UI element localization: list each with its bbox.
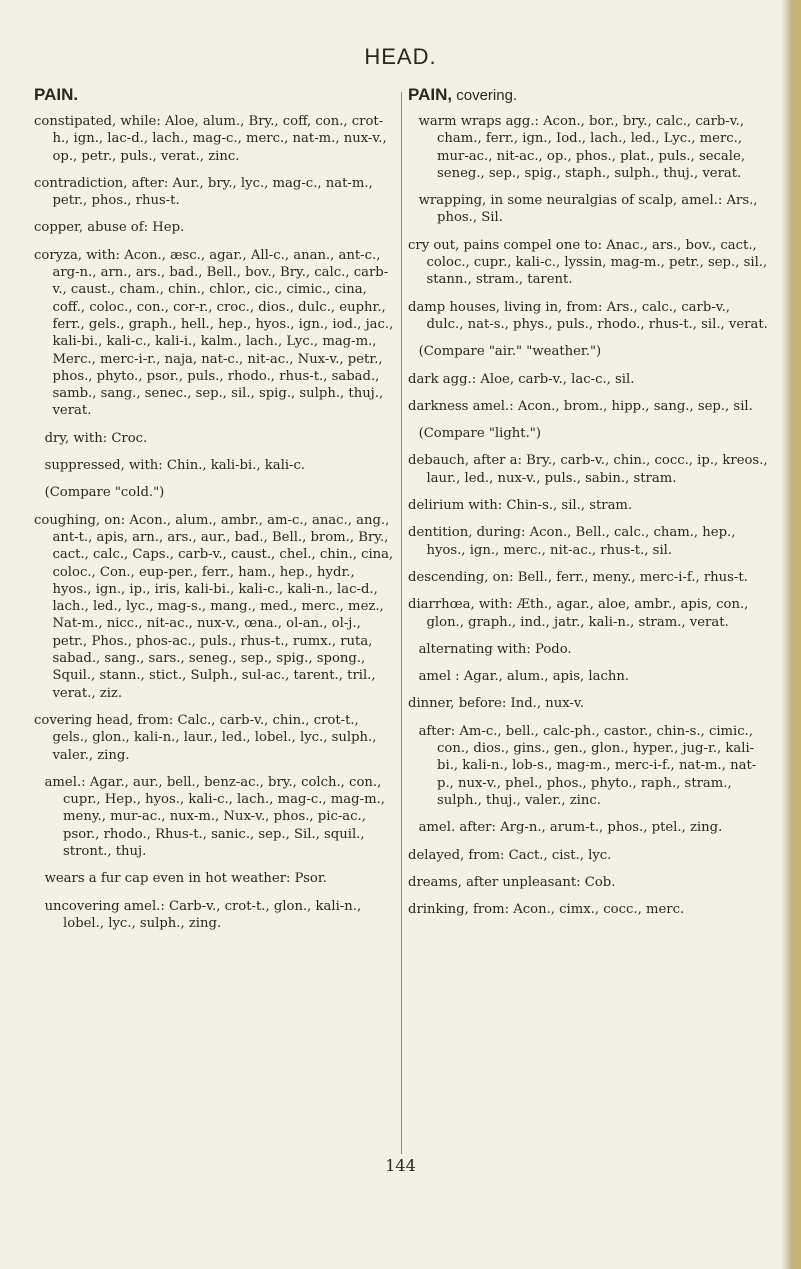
entry-wrapping: wrapping, in some neuralgias of scalp, amel.: Ars., phos., Sil. [418, 193, 758, 226]
page-header: HEAD. [364, 44, 437, 69]
entry-covering-head: covering head, from: Calc., carb-v., chin., crot-t., gels., glon., kali-n., laur., led., lobel., lyc., sulph., valer., zing. [34, 712, 377, 763]
entry-coughing: coughing, on: Acon., alum., ambr., am-c., anac., ang., ant-t., apis, arn., ars., aur., bad., Bell., brom., Bry., cact., calc., Caps., carb-v., caust., chel., chin., cina, coloc., Con., eup-per., ferr., ham., hep., hydr., hyos., ign., ip., iris, kali-bi., kali-c., kali-n., lac-d., lach., led., lyc., mag-s., mang., med., merc., mez., Nat-m., nicc., nit-ac., nux-v., œna., ol-an., ol-j., petr., Phos., phos-ac., puls., rhus-t., rumx., ruta, sabad., sang., sars., seneg., sep., spig., spong., Squil., stann., stict., Sulph., sul-ac., tarent., tril., verat., ziz. [34, 512, 394, 701]
entry-dentition: dentition, during: Acon., Bell., calc., cham., hep., hyos., ign., merc., nit-ac., rhus-t., sil. [408, 525, 736, 558]
entry-warm-wraps: warm wraps agg.: Acon., bor., bry., calc., carb-v., cham., ferr., ign., Iod., lach., led., Lyc., merc., mur-ac., nit-ac., op., phos., plat., puls., secale, seneg., sep., spig., staph., sulph., thuj., verat. [418, 114, 746, 181]
entry-descending: descending, on: Bell., ferr., meny., merc-i-f., rhus-t. [408, 569, 748, 585]
entry-delayed: delayed, from: Cact., cist., lyc. [408, 847, 612, 863]
left-column [34, 84, 396, 942]
entry-cry-out: cry out, pains compel one to: Anac., ars., bov., cact., coloc., cupr., kali-c., lyssin, mag-m., petr., sep., sil., stann., stram., tarent. [408, 237, 768, 288]
entry-coryza-dry: dry, with: Croc. [44, 430, 148, 446]
entry-drinking: drinking, from: Acon., cimx., cocc., merc. [408, 902, 685, 918]
entry-constipated: constipated, while: Aloe, alum., Bry., coff, con., crot-h., ign., lac-d., lach., mag-c., merc., nat-m., nux-v., op., petr., puls., verat., zinc. [34, 114, 387, 164]
entry-darkness: darkness amel.: Acon., brom., hipp., sang., sep., sil. [408, 398, 753, 414]
entry-coryza-suppressed: suppressed, with: Chin., kali-bi., kali-c. [44, 458, 306, 474]
entry-compare-light: (Compare "light.") [418, 426, 541, 442]
entry-copper: copper, abuse of: Hep. [34, 220, 185, 236]
entry-fur-cap: wears a fur cap even in hot weather: Psor. [44, 871, 327, 887]
left-column-title: PAIN. [34, 85, 79, 104]
right-column [408, 84, 770, 928]
entry-diarrhoea-alternating: alternating with: Podo. [418, 641, 572, 657]
right-title-bold: PAIN, [408, 85, 453, 104]
right-title-rest: covering. [452, 87, 518, 104]
right-column-title [408, 84, 770, 106]
entry-compare-cold: (Compare "cold.") [44, 485, 165, 501]
entry-compare-air: (Compare "air." "weather.") [418, 344, 602, 360]
entry-dark: dark agg.: Aloe, carb-v., lac-c., sil. [408, 371, 635, 387]
entry-coryza: coryza, with: Acon., æsc., agar., All-c., anan., ant-c., arg-n., arn., ars., bad., Bell., bov., Bry., calc., carb-v., caust., cham., chin., chlor., cic., cimic., cina, coff., coloc., con., cor-r., croc., dios., dulc., euphr., ferr., gels., graph., hell., hep., hyos., ign., iod., jac., kali-bi., kali-c., kali-i., kalm., lach., Lyc., mag-m., Merc., merc-i-r., naja, nat-c., nit-ac., Nux-v., petr., phos., phyto., psor., puls., rhodo., rhus-t., sabad., samb., sang., senec., sep., sil., spig., sulph., thuj., verat. [34, 247, 394, 419]
entry-diarrhoea-amel: amel : Agar., alum., apis, lachn. [418, 669, 630, 685]
page-edge-shadow [781, 0, 801, 1269]
entry-diarrhoea: diarrhœa, with: Æth., agar., aloe, ambr., apis, con., glon., graph., ind., jatr., kali-n., stram., verat. [408, 597, 749, 630]
page-number: 144 [385, 1156, 416, 1175]
entry-uncovering: uncovering amel.: Carb-v., crot-t., glon., kali-n., lobel., lyc., sulph., zing. [44, 898, 362, 931]
column-divider [401, 92, 402, 1154]
entry-damp-houses: damp houses, living in, from: Ars., calc., carb-v., dulc., nat-s., phys., puls., rhodo., rhus-t., sil., verat. [408, 299, 768, 332]
entry-covering-amel: amel.: Agar., aur., bell., benz-ac., bry., colch., con., cupr., Hep., hyos., kali-c., lach., mag-c., mag-m., meny., mur-ac., nux-m., Nux-v., phos., pic-ac., psor., rhodo., Rhus-t., sanic., sep., Sil., squil., stront., thuj. [44, 774, 385, 859]
entry-contradiction: contradiction, after: Aur., bry., lyc., mag-c., nat-m., petr., phos., rhus-t. [34, 175, 373, 209]
entry-dinner-amel-after: amel. after: Arg-n., arum-t., phos., ptel., zing. [418, 820, 723, 836]
entry-dinner-after: after: Am-c., bell., calc-ph., castor., chin-s., cimic., con., dios., gins., gen., glon., hyper., jug-r., kali-bi., kali-n., lob-s., mag-m., merc-i-f., nat-m., nat-p., nux-v., phel., phos., phyto., raph., stram., sulph., thuj., valer., zinc. [418, 723, 757, 808]
entry-delirium: delirium with: Chin-s., sil., stram. [408, 498, 633, 514]
entry-debauch: debauch, after a: Bry., carb-v., chin., cocc., ip., kreos., laur., led., nux-v., puls., sabin., stram. [408, 453, 768, 486]
entry-dinner-before: dinner, before: Ind., nux-v. [408, 696, 584, 712]
entry-dreams: dreams, after unpleasant: Cob. [408, 874, 616, 890]
